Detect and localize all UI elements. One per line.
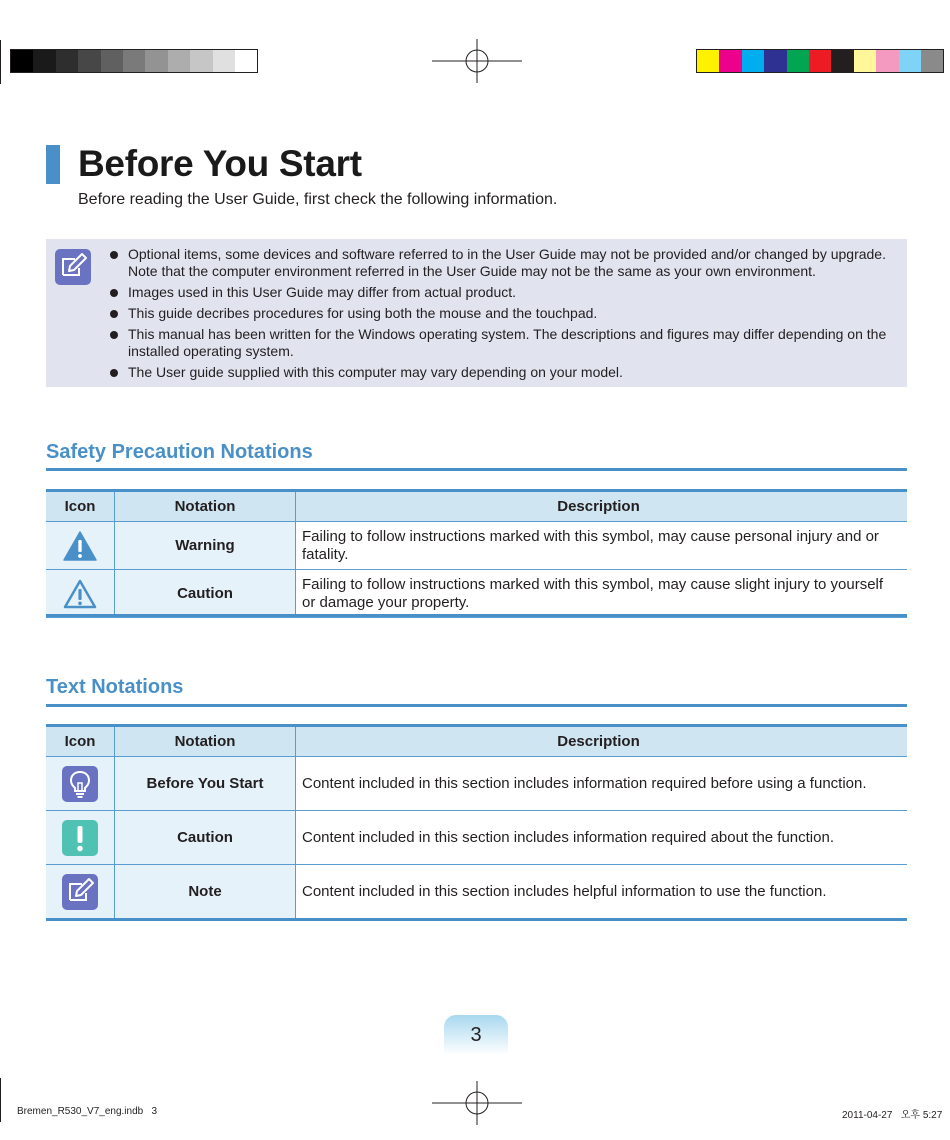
table-row — [46, 865, 907, 919]
exclamation-icon — [62, 820, 98, 856]
bullet-icon — [110, 331, 118, 339]
table-header-row — [46, 727, 907, 757]
crop-mark — [0, 1078, 1, 1122]
caution-outline-triangle-icon — [63, 579, 97, 609]
table-row — [46, 522, 907, 570]
description-cell: Failing to follow instructions marked with this symbol, may cause personal injury and or fatality. — [296, 522, 908, 570]
bullet-icon — [110, 369, 118, 377]
footer-file-slug: Bremen_R530_V7_eng.indb 3 — [17, 1106, 158, 1117]
lightbulb-icon — [62, 766, 98, 802]
section-title-text: Text Notations — [46, 676, 184, 698]
section-rule — [46, 468, 907, 471]
description-cell: Content included in this section includes information required about the function. — [296, 811, 908, 865]
info-list-item: This manual has been written for the Windows operating system. The descriptions and figures may differ depending on the installed operating system. — [108, 326, 898, 360]
column-header-icon: Icon — [46, 727, 115, 757]
info-list-item: Optional items, some devices and software referred to in the User Guide may not be provided and/or changed by upgrade. Note that the computer environment referred in the User Guide may not be the same as your own environment. — [108, 246, 898, 280]
page-number: 3 — [470, 1024, 482, 1046]
crop-mark — [0, 40, 1, 84]
column-header-notation: Notation — [115, 492, 296, 522]
column-header-icon: Icon — [46, 492, 115, 522]
color-calibration-bar — [696, 49, 944, 73]
registration-mark-bottom — [432, 1081, 522, 1125]
page-title: Before You Start — [78, 143, 362, 184]
notation-cell: Caution — [115, 811, 296, 865]
table-row — [46, 570, 907, 618]
column-header-description: Description — [296, 492, 908, 522]
table-row — [46, 811, 907, 865]
section-title-safety: Safety Precaution Notations — [46, 441, 313, 463]
section-rule — [46, 704, 907, 707]
warning-filled-triangle-icon — [63, 531, 97, 561]
description-cell: Failing to follow instructions marked with this symbol, may cause slight injury to yourself or damage your property. — [296, 570, 908, 618]
table-bottom-rule — [46, 918, 907, 921]
info-list-item: This guide decribes procedures for using both the mouse and the touchpad. — [108, 305, 898, 322]
description-cell: Content included in this section includes helpful information to use the function. — [296, 865, 908, 919]
column-header-description: Description — [296, 727, 908, 757]
bullet-icon — [110, 310, 118, 318]
info-list-item: Images used in this User Guide may differ from actual product. — [108, 284, 898, 301]
table-bottom-rule — [46, 614, 907, 617]
grayscale-calibration-bar — [10, 49, 258, 73]
notation-cell: Before You Start — [115, 757, 296, 811]
safety-notation-table — [46, 492, 907, 618]
heading-accent-bar — [46, 145, 60, 184]
info-list — [108, 246, 898, 385]
footer-date-slug: 2011-04-27 오후 5:27 — [842, 1110, 943, 1121]
info-list-item: The User guide supplied with this computer may vary depending on your model. — [108, 364, 898, 381]
column-header-notation: Notation — [115, 727, 296, 757]
notation-cell: Caution — [115, 570, 296, 618]
page-subtitle: Before reading the User Guide, first check the following information. — [78, 191, 558, 208]
text-notation-table — [46, 727, 907, 919]
table-header-row — [46, 492, 907, 522]
pencil-note-icon — [62, 874, 98, 910]
bullet-icon — [110, 251, 118, 259]
notation-cell: Note — [115, 865, 296, 919]
notation-cell: Warning — [115, 522, 296, 570]
bullet-icon — [110, 289, 118, 297]
description-cell: Content included in this section includes information required before using a function. — [296, 757, 908, 811]
registration-mark-top — [432, 39, 522, 83]
pencil-note-icon — [55, 249, 91, 285]
table-row — [46, 757, 907, 811]
